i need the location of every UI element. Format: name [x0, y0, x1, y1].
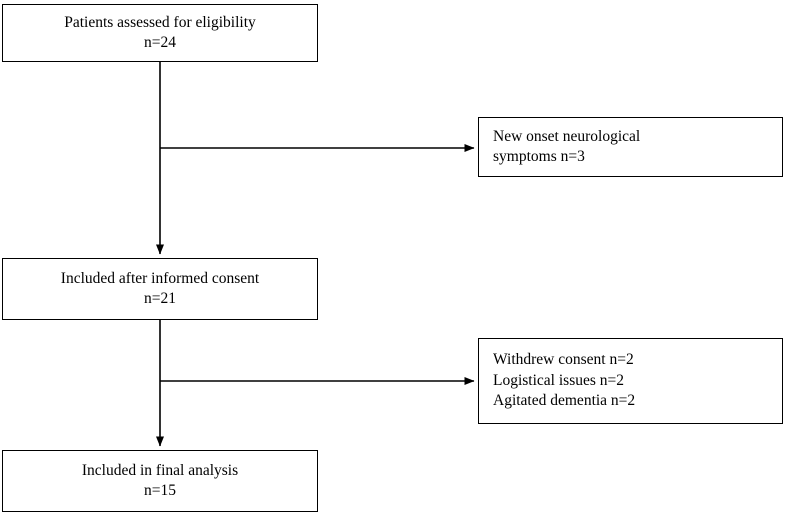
- node-line: Patients assessed for eligibility: [64, 13, 256, 31]
- node-excluded-withdrawals: [478, 338, 783, 424]
- node-excluded-new-onset-symptoms: [478, 117, 783, 177]
- node-patients-assessed: [2, 4, 318, 62]
- node-line: Logistical issues n=2: [493, 371, 625, 389]
- node-line: n=15: [144, 482, 176, 499]
- node-included-after-consent: [2, 258, 318, 320]
- node-line: Included in final analysis: [81, 461, 239, 479]
- node-line: symptoms n=3: [493, 148, 585, 165]
- node-line: n=24: [144, 34, 176, 51]
- node-line: n=21: [144, 290, 176, 307]
- node-line: Included after informed consent: [60, 269, 260, 287]
- node-line: Withdrew consent n=2: [493, 351, 634, 369]
- node-line: New onset neurological: [493, 127, 641, 145]
- node-included-final-analysis: [2, 450, 318, 512]
- node-line: Agitated dementia n=2: [493, 392, 636, 410]
